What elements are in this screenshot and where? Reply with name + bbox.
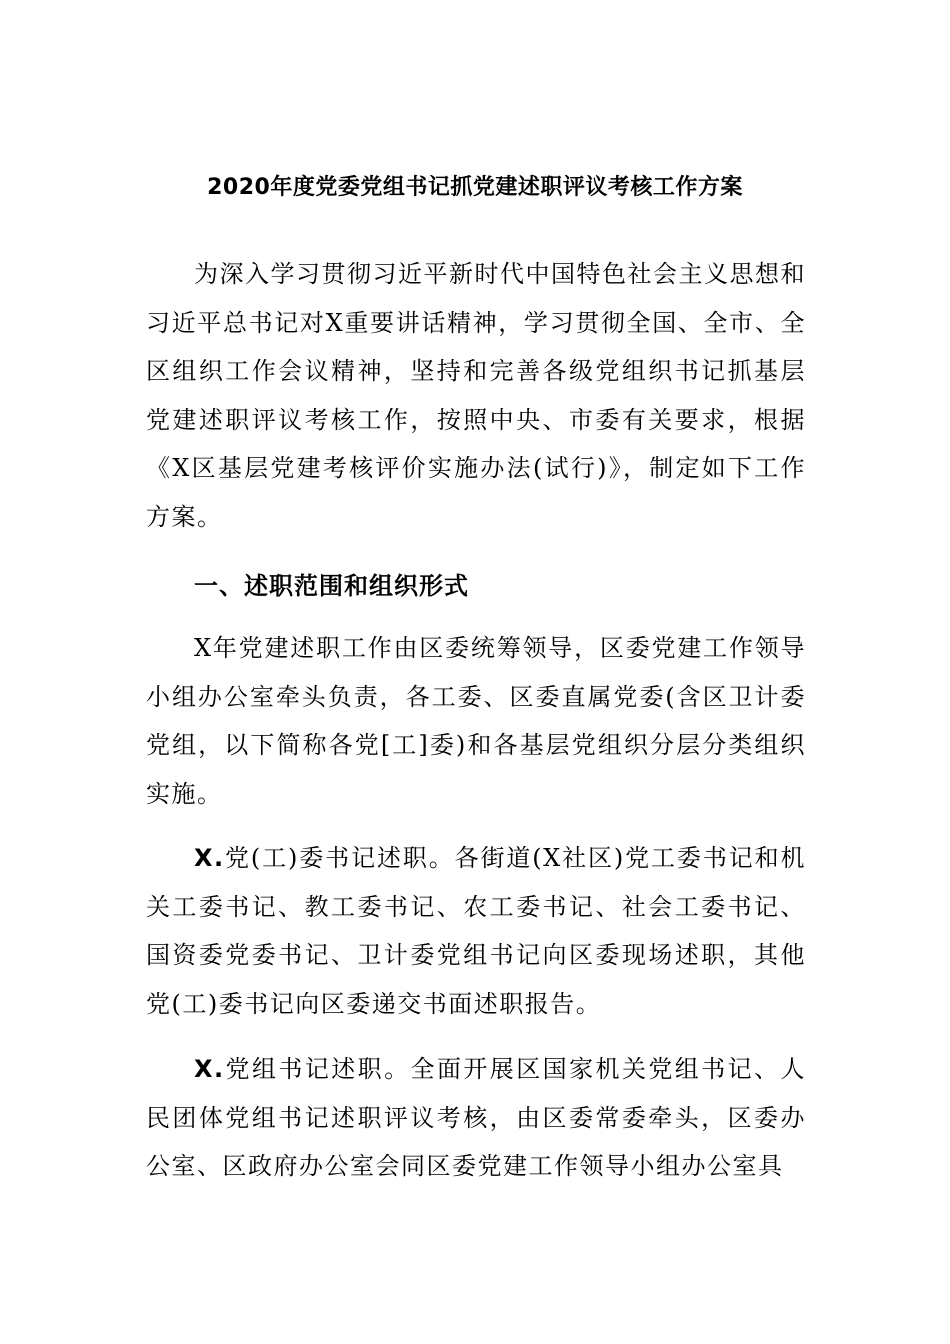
item-text: 党组书记述职。全面开展区国家机关党组书记、人民团体党组书记述职评议考核，由区委常委牵头，区委办公室、区政府办公室会同区委党建工作领导小组办公室具 <box>146 1055 806 1180</box>
intro-paragraph: 为深入学习贯彻习近平新时代中国特色社会主义思想和习近平总书记对X重要讲话精神，学习贯彻全国、全市、全区组织工作会议精神，坚持和完善各级党组织书记抓基层党建述职评议考核工作，按照中央、市委有关要求，根据《X区基层党建考核评价实施办法(试行)》，制定如下工作方案。 <box>146 260 806 531</box>
item-paragraph <box>146 834 806 1028</box>
item-paragraph <box>146 1045 806 1191</box>
item-text: 党(工)委书记述职。各街道(X社区)党工委书记和机关工委书记、教工委书记、农工委书记、社会工委书记、国资委党委书记、卫计委党组书记向区委现场述职，其他党(工)委书记向区委递交书面述职报告。 <box>146 844 806 1018</box>
item-number: X. <box>194 844 225 872</box>
document-title: 2020年度党委党组书记抓党建述职评议考核工作方案 <box>207 175 743 200</box>
section-heading: 一、述职范围和组织形式 <box>194 572 469 600</box>
item-number: X. <box>194 1055 225 1083</box>
section-body-paragraph: X年党建述职工作由区委统筹领导，区委党建工作领导小组办公室牵头负责，各工委、区委直属党委(含区卫计委党组，以下简称各党[工]委)和各基层党组织分层分类组织实施。 <box>146 634 806 808</box>
